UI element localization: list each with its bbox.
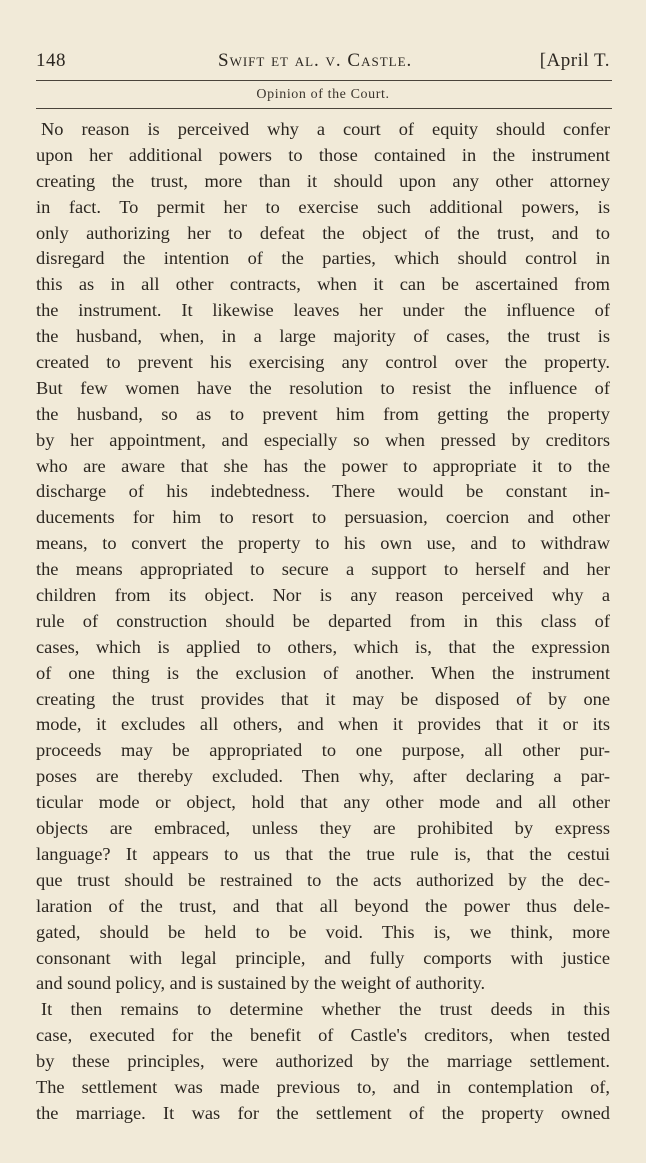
text-line: discharge of his indebtedness. There would be constant in-: [36, 481, 610, 502]
text-line: upon her additional powers to those contained in the instrument: [36, 144, 610, 165]
text-line: in fact. To permit her to exercise such additional powers, is: [36, 196, 610, 217]
text-line: children from its object. Nor is any reason perceived why a: [36, 585, 610, 606]
text-line: the husband, when, in a large majority of cases, the trust is: [36, 326, 610, 347]
text-line: disregard the intention of the parties, which should control in: [36, 248, 610, 269]
text-line: poses are thereby excluded. Then why, after declaring a par-: [36, 766, 610, 787]
text-line: It then remains to determine whether the trust deeds in this: [41, 999, 610, 1020]
text-line: by these principles, were authorized by the marriage settlement.: [36, 1051, 610, 1072]
text-line: of one thing is the exclusion of another. When the instrument: [36, 662, 610, 683]
text-line: the husband, so as to prevent him from getting the property: [36, 403, 610, 424]
text-line: who are aware that she has the power to appropriate it to the: [36, 455, 610, 476]
text-line: means, to convert the property to his own use, and to withdraw: [36, 533, 610, 554]
text-line: gated, should be held to be void. This is, we think, more: [36, 921, 610, 942]
text-line: created to prevent his exercising any control over the property.: [36, 352, 610, 373]
text-line: ticular mode or object, hold that any other mode and all other: [36, 792, 610, 813]
text-line: No reason is perceived why a court of equity should confer: [41, 119, 610, 139]
text-line: case, executed for the benefit of Castle's creditors, when tested: [36, 1025, 610, 1046]
text-line: the instrument. It likewise leaves her under the influence of: [36, 300, 610, 321]
text-line: creating the trust, more than it should upon any other attorney: [36, 170, 610, 191]
text-line: language? It appears to us that the true rule is, that the cestui: [36, 843, 610, 864]
text-line: mode, it excludes all others, and when it provides that it or its: [36, 714, 610, 735]
text-line: cases, which is applied to others, which is, that the expression: [36, 636, 610, 657]
text-line: laration of the trust, and that all beyond the power thus dele-: [36, 895, 610, 916]
text-line: this as in all other contracts, when it can be ascertained from: [36, 274, 610, 295]
text-line: The settlement was made previous to, and in contemplation of,: [36, 1076, 610, 1097]
text-line: consonant with legal principle, and fully comports with justice: [36, 947, 610, 968]
section-label: Opinion of the Court.: [256, 87, 390, 102]
opinion-text: [36, 117, 610, 1127]
text-line: rule of construction should be departed from in this class of: [36, 610, 610, 631]
case-title: Swift et al. v. Castle.: [218, 50, 413, 71]
text-line: the marriage. It was for the settlement of the property owned: [36, 1102, 610, 1123]
header-rule: [36, 80, 612, 81]
text-line: ducements for him to resort to persuasion, coercion and other: [36, 507, 610, 528]
text-line: and sound policy, and is sustained by the weight of authority.: [36, 973, 486, 994]
running-head: [36, 50, 610, 80]
text-line: objects are embraced, unless they are prohibited by express: [36, 818, 610, 839]
section-rule: [36, 108, 612, 109]
text-line: que trust should be restrained to the acts authorized by the dec-: [36, 869, 610, 890]
text-line: the means appropriated to secure a support to herself and her: [36, 559, 610, 580]
text-line: only authorizing her to defeat the object of the trust, and to: [36, 222, 610, 243]
term-label: [April T.: [539, 50, 610, 71]
text-line: But few women have the resolution to resist the influence of: [36, 377, 610, 398]
text-line: by her appointment, and especially so when pressed by creditors: [36, 429, 610, 450]
text-line: creating the trust provides that it may be disposed of by one: [36, 688, 610, 709]
text-line: proceeds may be appropriated to one purpose, all other pur-: [36, 740, 610, 761]
page-number: 148: [36, 50, 66, 71]
